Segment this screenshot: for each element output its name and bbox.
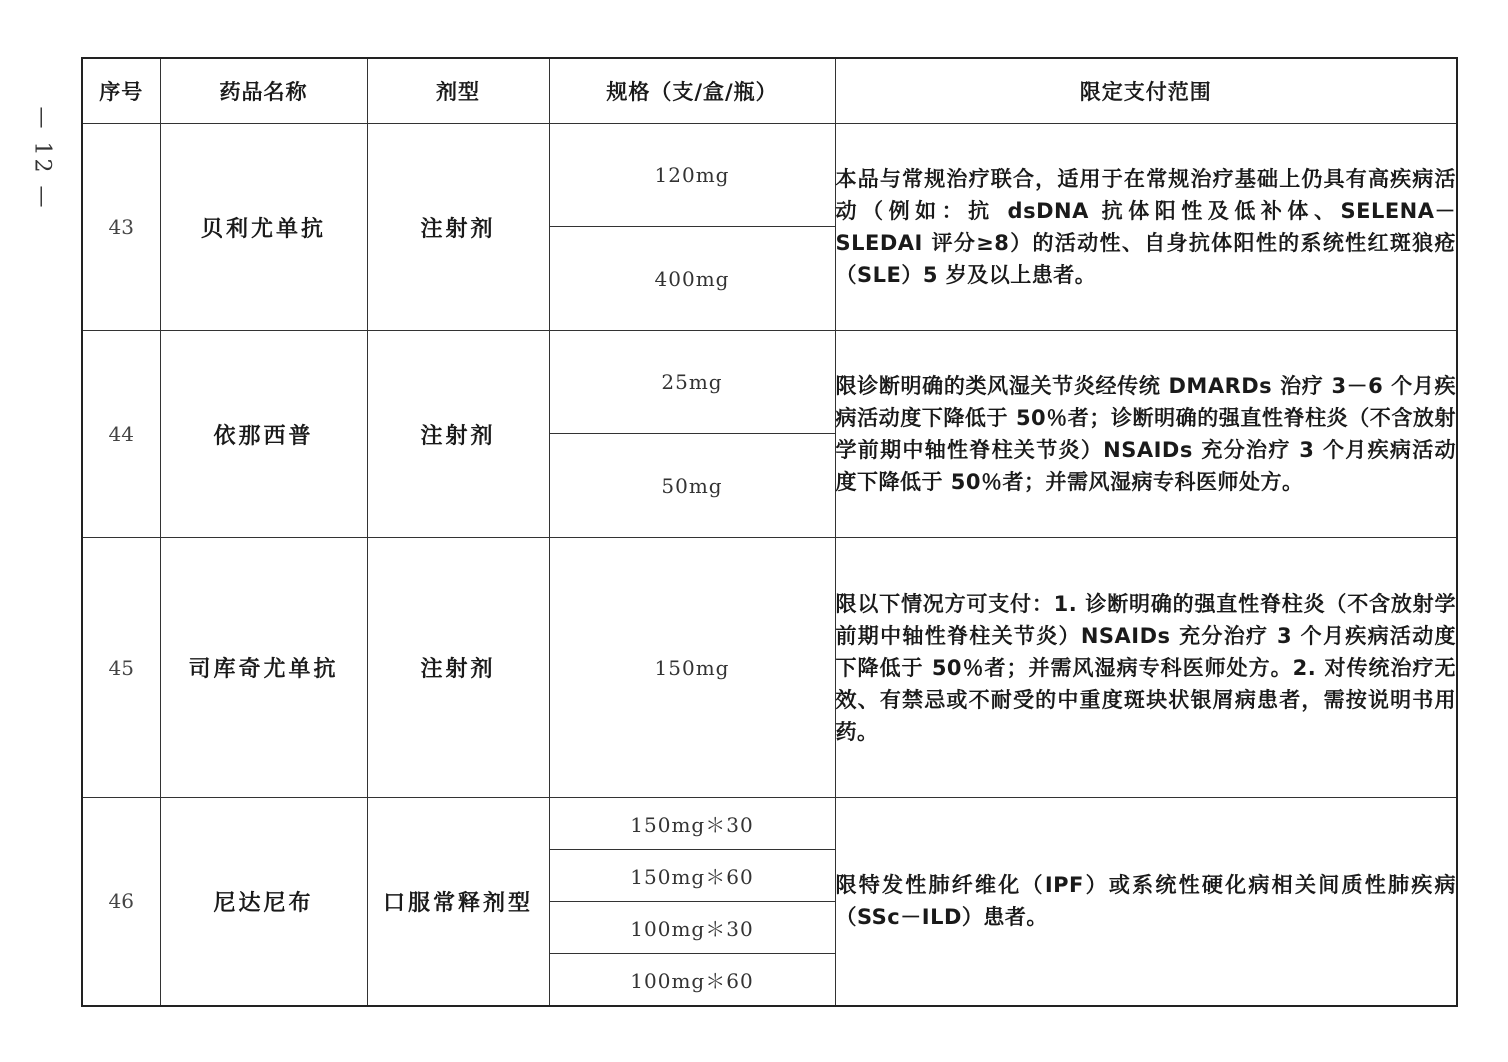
dosage-form: 注射剂 xyxy=(367,331,549,538)
spec-cell: 100mg＊30 xyxy=(549,902,835,954)
dosage-form: 注射剂 xyxy=(367,124,549,331)
drug-name: 司库奇尤单抗 xyxy=(160,538,367,798)
spec-cell: 150mg＊60 xyxy=(549,850,835,902)
page-number xyxy=(22,88,62,228)
row-index: 45 xyxy=(82,538,160,798)
table-row xyxy=(82,124,1457,227)
spec-cell: 150mg xyxy=(549,538,835,798)
table-row xyxy=(82,538,1457,798)
payment-scope: 限特发性肺纤维化（IPF）或系统性硬化病相关间质性肺疾病（SSc－ILD）患者。 xyxy=(835,798,1457,1006)
row-index: 44 xyxy=(82,331,160,538)
payment-scope: 限以下情况方可支付：1. 诊断明确的强直性脊柱炎（不含放射学前期中轴性脊柱关节炎）NSAIDs 充分治疗 3 个月疾病活动度下降低于 50％者；并需风湿病专科医师处方。2. 对传统治疗无效、有禁忌或不耐受的中重度斑块状银屑病患者，需按说明书用药。 xyxy=(835,538,1457,798)
drug-name: 依那西普 xyxy=(160,331,367,538)
header-payment-scope: 限定支付范围 xyxy=(835,58,1457,124)
dosage-form: 口服常释剂型 xyxy=(367,798,549,1006)
spec-cell: 50mg xyxy=(549,434,835,538)
spec-cell: 150mg＊30 xyxy=(549,798,835,850)
drug-name: 贝利尤单抗 xyxy=(160,124,367,331)
header-index: 序号 xyxy=(82,58,160,124)
header-dosage-form: 剂型 xyxy=(367,58,549,124)
row-index: 46 xyxy=(82,798,160,1006)
spec-cell: 100mg＊60 xyxy=(549,954,835,1006)
drug-name: 尼达尼布 xyxy=(160,798,367,1006)
table-row xyxy=(82,331,1457,434)
spec-cell: 120mg xyxy=(549,124,835,227)
row-index: 43 xyxy=(82,124,160,331)
spec-cell: 400mg xyxy=(549,227,835,331)
spec-cell: 25mg xyxy=(549,331,835,434)
dosage-form: 注射剂 xyxy=(367,538,549,798)
table-row xyxy=(82,798,1457,850)
page-number-text: — 12 — xyxy=(29,106,55,210)
header-drug-name: 药品名称 xyxy=(160,58,367,124)
header-specification: 规格（支/盒/瓶） xyxy=(549,58,835,124)
payment-scope: 本品与常规治疗联合，适用于在常规治疗基础上仍具有高疾病活动（例如：抗 dsDNA 抗体阳性及低补体、SELENA－SLEDAI 评分≥8）的活动性、自身抗体阳性的系统性红斑狼疮（SLE）5 岁及以上患者。 xyxy=(835,124,1457,331)
drug-reimbursement-table xyxy=(81,57,1458,1007)
table-header-row xyxy=(82,58,1457,124)
payment-scope: 限诊断明确的类风湿关节炎经传统 DMARDs 治疗 3－6 个月疾病活动度下降低于 50％者；诊断明确的强直性脊柱炎（不含放射学前期中轴性脊柱关节炎）NSAIDs 充分治疗 3 个月疾病活动度下降低于 50％者；并需风湿病专科医师处方。 xyxy=(835,331,1457,538)
